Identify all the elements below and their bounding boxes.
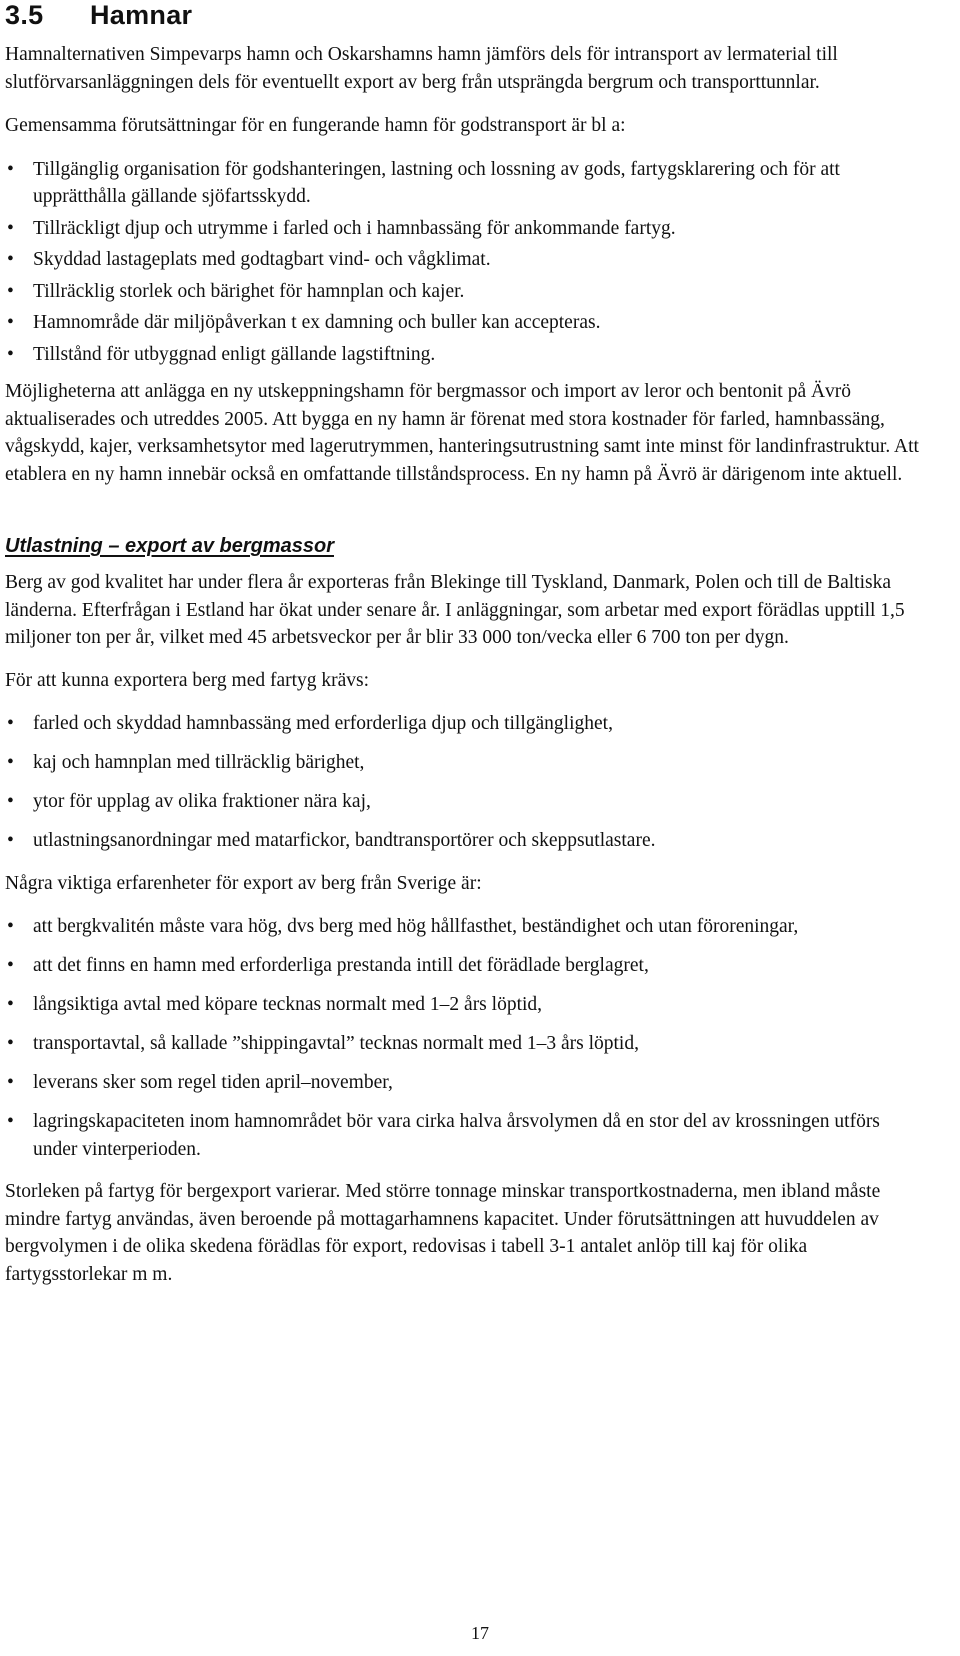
experiences-lead: Några viktiga erfarenheter för export av berg från Sverige är: bbox=[5, 872, 482, 894]
page-content bbox=[5, 0, 925, 1288]
list-item: • Tillräckligt djup och utrymme i farled och i hamnbassäng för ankommande fartyg. bbox=[5, 215, 925, 243]
experiences-list bbox=[5, 913, 925, 1163]
list-item: • utlastningsanordningar med matarfickor, bandtransportörer och skeppsutlastare. bbox=[5, 827, 925, 855]
prerequisites-list bbox=[5, 156, 925, 369]
list-item: • Skyddad lastageplats med godtagbart vind- och vågklimat. bbox=[5, 246, 925, 274]
section-heading bbox=[5, 0, 925, 30]
list-item: • farled och skyddad hamnbassäng med erforderliga djup och tillgänglighet, bbox=[5, 710, 925, 738]
list-item: • Tillstånd för utbyggnad enligt gällande lagstiftning. bbox=[5, 341, 925, 369]
list-item: • lagringskapaciteten inom hamnområdet bör vara cirka halva årsvolymen då en stor del av krossningen utförs under vinterperioden. bbox=[5, 1108, 925, 1163]
subsection-heading: Utlastning – export av bergmassor bbox=[5, 535, 334, 557]
section-title: Hamnar bbox=[90, 0, 193, 30]
prerequisites-lead: Gemensamma förutsättningar för en fungerande hamn för godstransport är bl a: bbox=[5, 115, 626, 136]
list-item: • ytor för upplag av olika fraktioner nära kaj, bbox=[5, 788, 925, 816]
list-item: • att bergkvalitén måste vara hög, dvs berg med hög hållfasthet, beständighet och utan föroreningar, bbox=[5, 913, 925, 941]
list-item: • Tillräcklig storlek och bärighet för hamnplan och kajer. bbox=[5, 278, 925, 306]
requirements-lead: För att kunna exportera berg med fartyg krävs: bbox=[5, 669, 370, 691]
closing-paragraph: Storleken på fartyg för bergexport varierar. Med större tonnage minskar transportkostnaderna, men ibland måste mindre fartyg användas, även beroende på mottagarhamnens kapacitet. Under förutsättningen att huvuddelen av bergvolymen i de olika skedena förädlas för export, redovisas i tabell 3-1 antalet anlöp till kaj för olika fartygsstorlekar m m. bbox=[5, 1181, 881, 1285]
list-item: • kaj och hamnplan med tillräcklig bärighet, bbox=[5, 749, 925, 777]
list-item: • transportavtal, så kallade ”shippingavtal” tecknas normalt med 1–3 års löptid, bbox=[5, 1030, 925, 1058]
list-item: • leverans sker som regel tiden april–november, bbox=[5, 1069, 925, 1097]
list-item: • att det finns en hamn med erforderliga prestanda intill det förädlade berglagret, bbox=[5, 952, 925, 980]
list-item: • Tillgänglig organisation för godshanteringen, lastning och lossning av gods, fartygsklarering och för att upprätthålla gällande sjöfartsskydd. bbox=[5, 156, 925, 211]
list-item: • långsiktiga avtal med köpare tecknas normalt med 1–2 års löptid, bbox=[5, 991, 925, 1019]
list-item: • Hamnområde där miljöpåverkan t ex damning och buller kan accepteras. bbox=[5, 309, 925, 337]
section-number: 3.5 bbox=[5, 0, 44, 30]
requirements-list bbox=[5, 710, 925, 855]
page-number: 17 bbox=[471, 1623, 489, 1643]
intro-paragraph: Hamnalternativen Simpevarps hamn och Oskarshamns hamn jämförs dels för intransport av lermaterial till slutförvarsanläggningen dels för eventuellt export av berg från utsprängda bergrum och transporttunnlar. bbox=[5, 44, 838, 93]
new-harbour-paragraph: Möjligheterna att anlägga en ny utskeppningshamn för bergmassor och import av leror och bentonit på Ävrö aktualiserades och utreddes 2005. Att bygga en ny hamn är förenat med stora kostnader för farled, hamnbassäng, vågskydd, kajer, verksamhetsytor med lagerutrymmen, hanteringsutrustning samt inte minst för landinfrastruktur. Att etablera en ny hamn innebär också en omfattande tillståndsprocess. En ny hamn på Ävrö är därigenom inte aktuell. bbox=[5, 381, 919, 485]
export-paragraph: Berg av god kvalitet har under flera år exporteras från Blekinge till Tyskland, Danmark, Polen och till de Baltiska länderna. Efterfrågan i Estland har ökat under senare år. I anläggningar, som arbetar med export förädlas upptill 1,5 miljoner ton per år, vilket med 45 arbetsveckor per år blir 33 000 ton/vecka eller 6 700 ton per dygn. bbox=[5, 572, 905, 648]
